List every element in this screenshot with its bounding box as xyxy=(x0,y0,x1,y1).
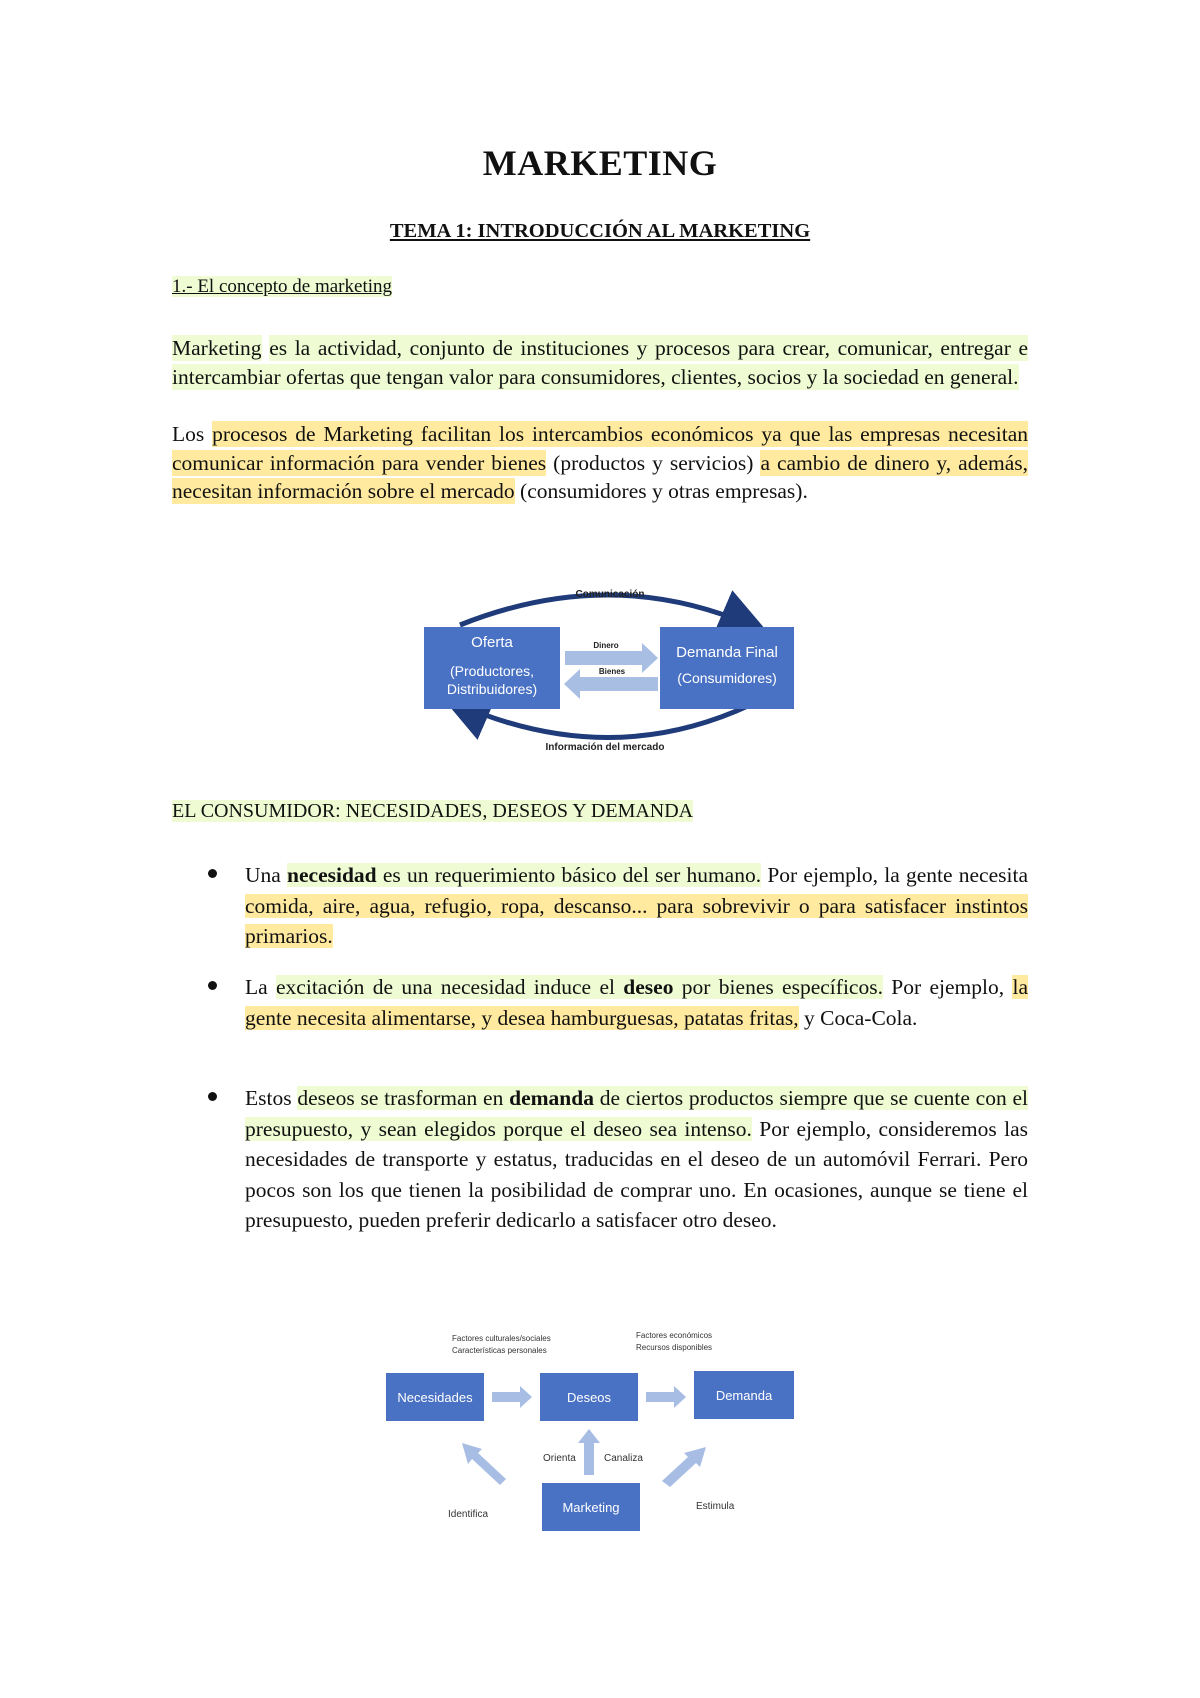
offer-box-line2: (Productores, xyxy=(449,663,535,679)
bullet-demand-a: Estos xyxy=(245,1086,298,1110)
demand-box-line1: Demanda Final xyxy=(676,644,778,661)
bullet-dot xyxy=(208,1092,217,1101)
offer-box-line1: Oferta xyxy=(471,634,513,651)
section-heading-consumer-text: EL CONSUMIDOR: NECESIDADES, DESEOS Y DEMANDA xyxy=(172,800,694,822)
bullet-desire-d: por bienes específicos. xyxy=(673,975,883,999)
exchange-diagram xyxy=(420,585,800,760)
bottom-arc xyxy=(460,705,750,738)
bullet-desire-b: excitación de una necesidad induce el xyxy=(276,975,624,999)
page-title: MARKETING xyxy=(482,143,718,183)
section-heading-concept-text: 1.- El concepto de marketing xyxy=(172,276,393,297)
label-identifica: Identifica xyxy=(448,1509,489,1520)
arrow-estimula xyxy=(662,1447,706,1487)
demand-box-line2: (Consumidores) xyxy=(677,670,777,686)
topic-heading: TEMA 1: INTRODUCCIÓN AL MARKETING xyxy=(389,220,811,242)
note-right-2: Recursos disponibles xyxy=(636,1343,713,1352)
definition-term: Marketing xyxy=(172,336,262,360)
arrow-to-demand-label: Dinero xyxy=(593,641,619,650)
paragraph-processes xyxy=(172,420,1028,506)
demand-box xyxy=(660,627,794,709)
bullet-desire-term: deseo xyxy=(623,975,674,999)
bullet-demand-e: Por ejemplo, consideremos las necesidades de transporte y estatus, traducidas en el deseo de un automóvil Ferrari. Pero pocos son los que tienen la posibilidad de comprar uno. En ocasiones, aunque se tiene el presupuesto, pueden preferir dedicarlo a satisfacer otro deseo. xyxy=(245,1116,1028,1232)
paragraph-definition xyxy=(172,334,1028,391)
needs-desires-demand-diagram xyxy=(380,1325,840,1545)
definition-text: es la actividad, conjunto de instituciones y procesos para crear, comunicar, entregar e intercambiar ofertas que tengan valor para consumidores, clientes, socios y la sociedad en general. xyxy=(172,336,1029,389)
arrow-identifica xyxy=(462,1443,506,1485)
bullet-need-term: necesidad xyxy=(287,863,377,887)
section-heading-consumer xyxy=(172,800,693,823)
section-heading-concept xyxy=(172,276,392,298)
processes-text-4: a cambio de dinero y, además, necesitan información sobre el mercado xyxy=(172,450,1028,503)
bullet-need-e: comida, aire, agua, refugio, ropa, descanso... para sobrevivir o para satisfacer instintos primarios. xyxy=(245,893,1028,948)
bullet-dot xyxy=(208,981,217,990)
bullet-need-a: Una xyxy=(245,863,288,887)
label-estimula: Estimula xyxy=(696,1501,735,1512)
bullet-demand-term: demanda xyxy=(509,1086,594,1110)
box-necesidades-label: Necesidades xyxy=(397,1390,473,1405)
arrow-desires-to-demand xyxy=(646,1386,686,1408)
bullet-demand-d: de ciertos productos siempre que se cuente con el presupuesto, y sean elegidos porque el deseo sea intenso. xyxy=(245,1086,1028,1141)
processes-text-2: procesos de Marketing facilitan los intercambios económicos ya que las empresas necesitan comunicar información para vender bienes xyxy=(172,422,1029,475)
processes-text-1: Los xyxy=(172,422,213,446)
top-arc-label: Comunicación xyxy=(575,589,645,600)
bullet-desire-e: Por ejemplo, xyxy=(882,975,1013,999)
bullet-demand-text xyxy=(245,1083,1028,1236)
bullet-desire-g: y Coca-Cola. xyxy=(798,1005,918,1030)
processes-text-3: (productos y servicios) xyxy=(546,450,761,475)
bullet-need-text xyxy=(245,860,1028,952)
box-marketing-label: Marketing xyxy=(562,1500,620,1515)
bullet-demand-b: deseos se trasforman en xyxy=(297,1086,510,1110)
bullet-need-c: es un requerimiento básico del ser humano. xyxy=(376,863,762,887)
arrow-to-offer-label: Bienes xyxy=(598,667,626,676)
bullet-desire-f: la gente necesita alimentarse, y desea hamburguesas, patatas fritas, xyxy=(245,975,1028,1030)
bullet-desire-text xyxy=(245,972,1028,1033)
note-left-1: Factores culturales/sociales xyxy=(452,1334,551,1343)
box-deseos-label: Deseos xyxy=(566,1390,612,1405)
arrow-needs-to-desires xyxy=(492,1386,532,1408)
label-orienta: Orienta xyxy=(543,1453,576,1464)
bottom-arc-label: Información del mercado xyxy=(545,742,665,753)
offer-box-line3: Distribuidores) xyxy=(446,681,538,697)
arrow-marketing-to-desires xyxy=(578,1429,600,1475)
label-canaliza: Canaliza xyxy=(604,1453,643,1464)
bullet-need-d: Por ejemplo, la gente necesita xyxy=(761,863,1029,887)
note-left-2: Características personales xyxy=(452,1346,547,1355)
box-demanda-label: Demanda xyxy=(715,1388,773,1403)
bullet-desire-a: La xyxy=(245,975,277,999)
processes-text-5: (consumidores y otras empresas). xyxy=(514,479,808,503)
note-right-1: Factores económicos xyxy=(636,1331,713,1340)
bullet-dot xyxy=(208,869,217,878)
